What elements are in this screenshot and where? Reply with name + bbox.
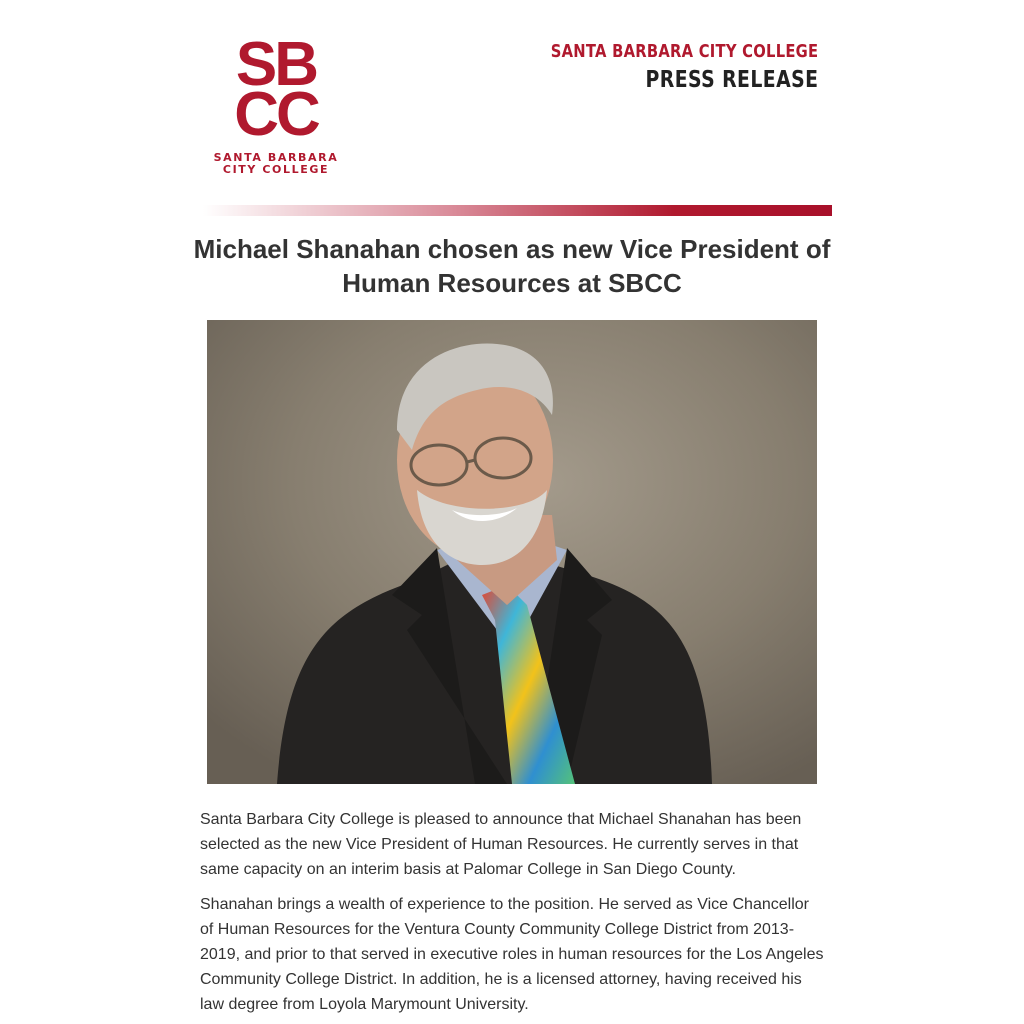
header-release-label: PRESS RELEASE xyxy=(645,67,818,93)
header-title-block xyxy=(492,40,818,96)
header-college-name: SANTA BARBARA CITY COLLEGE xyxy=(550,41,818,62)
logo-line-1: SB xyxy=(235,30,317,99)
article-paragraph-2: Shanahan brings a wealth of experience to the position. He served as Vice Chancellor of Human Resources for the Ventura County Community College District from 2013-2019, and prior to that served in executive roles in human resources for the Los Angeles Community College District. In addition, he is a licensed attorney, having received his law degree from Loyola Marymount University. xyxy=(200,896,824,1013)
logo-line-2: CC xyxy=(234,80,318,149)
logo-mark xyxy=(213,30,339,149)
article-body xyxy=(200,807,824,1024)
logo-sub-line-2: CITY COLLEGE xyxy=(222,163,330,176)
logo-subtitle xyxy=(213,152,339,176)
article-paragraph-1: Santa Barbara City College is pleased to announce that Michael Shanahan has been selected as the new Vice President of Human Resources. He currently serves in that same capacity on an interim basis at Palomar College in San Diego County. xyxy=(200,811,802,878)
header-divider-bar xyxy=(203,205,832,216)
portrait-photo xyxy=(207,320,817,784)
sbcc-logo[interactable] xyxy=(213,30,339,180)
article-headline: Michael Shanahan chosen as new Vice President of Human Resources at SBCC xyxy=(193,234,831,298)
logo-sub-line-1: SANTA BARBARA xyxy=(213,151,339,164)
